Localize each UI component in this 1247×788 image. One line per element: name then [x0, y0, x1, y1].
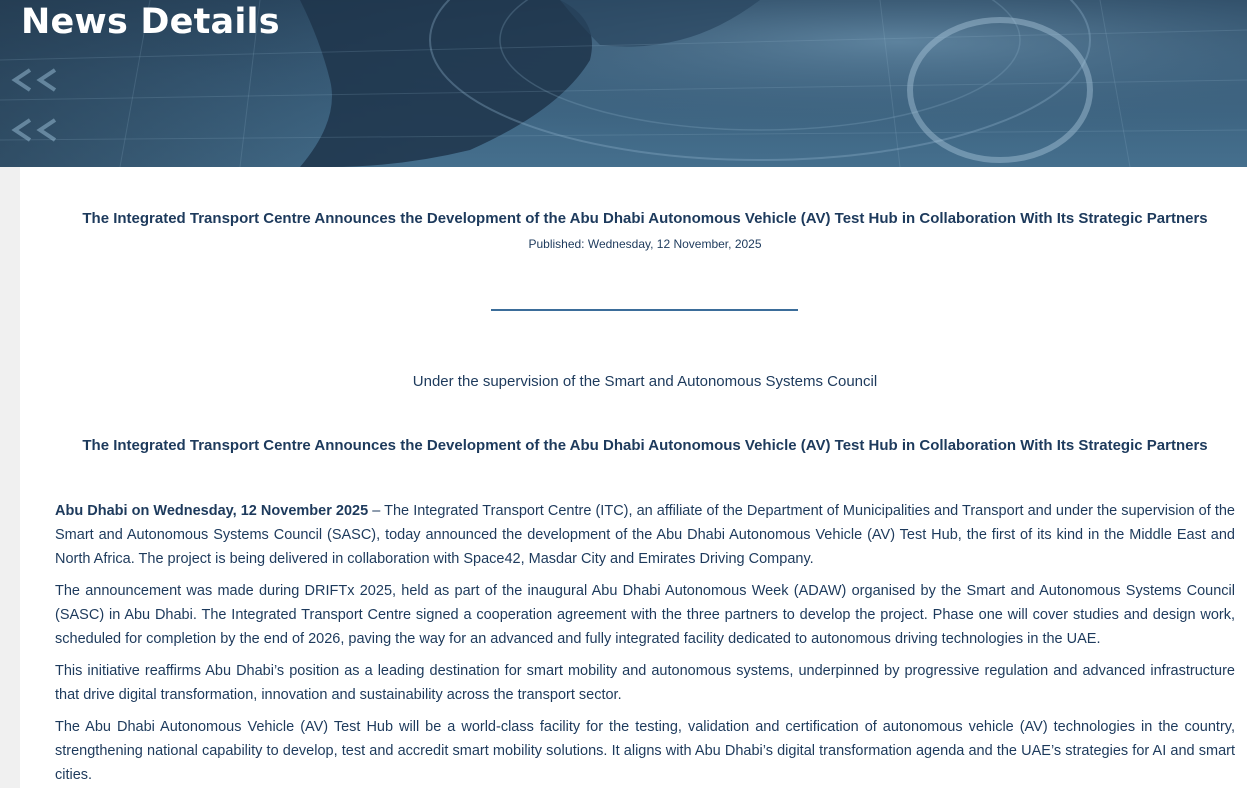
article-paragraph: This initiative reaffirms Abu Dhabi’s position as a leading destination for smart mobility and autonomous systems, underpinned by progressive regulation and advanced infrastructure that drive digital transformation, innovation and sustainability across the transport sector. [55, 663, 1235, 703]
dateline: Abu Dhabi on Wednesday, 12 November 2025 [55, 503, 369, 519]
page-banner [0, 0, 1247, 167]
left-rail [0, 167, 20, 788]
title-divider [491, 309, 798, 311]
article-title: The Integrated Transport Centre Announces the Development of the Abu Dhabi Autonomous Vehicle (AV) Test Hub in Collaboration With Its Strategic Partners [82, 210, 1208, 227]
page-title: News Details [21, 2, 280, 42]
article-body [55, 499, 1235, 788]
published-date: Published: Wednesday, 12 November, 2025 [528, 237, 762, 251]
article-paragraph [55, 499, 1235, 571]
article-paragraph: The announcement was made during DRIFTx 2025, held as part of the inaugural Abu Dhabi Autonomous Week (ADAW) organised by the Smart and Autonomous Systems Council (SASC) in Abu Dhabi. The Integrated Transport Centre signed a cooperation agreement with the three partners to develop the project. Phase one will cover studies and design work, scheduled for completion by the end of 2026, paving the way for an advanced and fully integrated facility dedicated to autonomous driving technologies in the UAE. [55, 583, 1235, 647]
article-paragraph: The Abu Dhabi Autonomous Vehicle (AV) Test Hub will be a world-class facility for the testing, validation and certification of autonomous vehicle (AV) technologies in the country, strengthening national capability to develop, test and accredit smart mobility solutions. It aligns with Abu Dhabi’s digital transformation agenda and the UAE’s strategies for AI and smart cities. [55, 719, 1235, 783]
article-content [20, 167, 1247, 788]
article-subtitle: Under the supervision of the Smart and Autonomous Systems Council [412, 373, 878, 390]
paragraph-text: – The Integrated Transport Centre (ITC), an affiliate of the Department of Municipalities and Transport and under the supervision of the Smart and Autonomous Systems Council (SASC), today announced the development of the Abu Dhabi Autonomous Vehicle (AV) Test Hub, the first of its kind in the Middle East and North Africa. The project is being delivered in collaboration with Space42, Masdar City and Emirates Driving Company. [55, 503, 1236, 567]
article-headline: The Integrated Transport Centre Announces the Development of the Abu Dhabi Autonomous Vehicle (AV) Test Hub in Collaboration With Its Strategic Partners [82, 437, 1208, 454]
